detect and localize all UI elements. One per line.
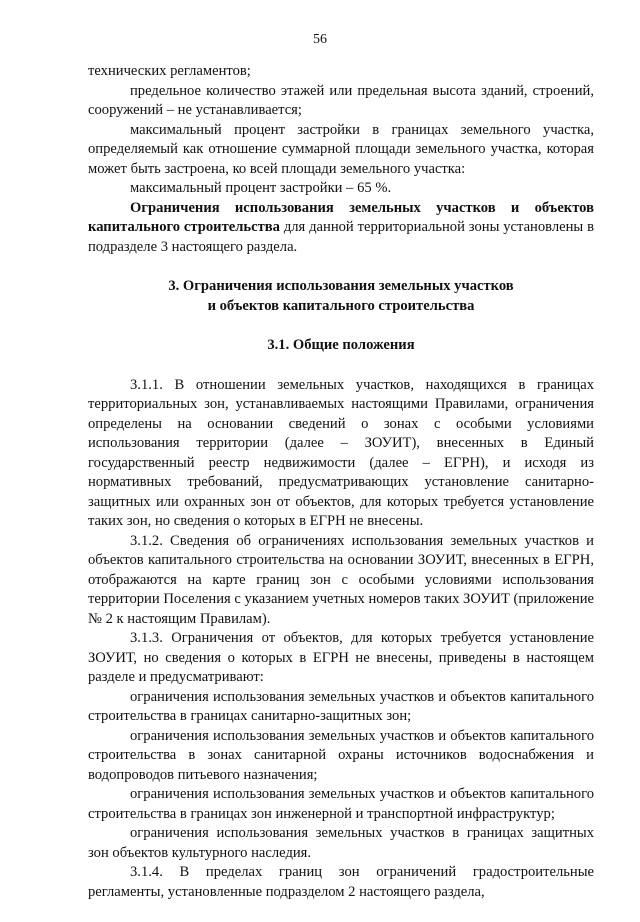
list-item: ограничения использования земельных участков и объектов капитального строительства в границах зон инженерной и транспортной инфраструктур;	[88, 786, 594, 822]
paragraph-restrictions-note	[88, 199, 594, 258]
list-item: ограничения использования земельных участков и объектов капитального строительства в зонах санитарной охраны источников водоснабжения и водопроводов питьевого назначения;	[88, 727, 594, 783]
paragraph-text: для данной территориальной зоны установлены в подразделе 3 настоящего раздела.	[88, 219, 594, 255]
paragraph: максимальный процент застройки в границах земельного участка, определяемый как отношение суммарной площади земельного участка, которая может быть застроена, ко всей площади земельного участка:	[88, 121, 594, 177]
paragraph: 3.1.2. Сведения об ограничениях использования земельных участков и объектов капитального строительства на основании ЗОУИТ, внесенных в ЕГРН, отображаются на карте границ зон с особыми условиями использования территории Поселения с указанием учетных номеров таких ЗОУИТ (приложение № 2 к настоящим Правилам).	[88, 532, 594, 627]
page-number: 56	[313, 32, 327, 47]
document-body	[88, 62, 594, 902]
paragraph: 3.1.3. Ограничения от объектов, для которых требуется установление ЗОУИТ, но сведения о которых в ЕГРН не внесены, приведены в настоящем разделе и предусматривают:	[88, 630, 594, 685]
subsection-heading: 3.1. Общие положения	[267, 337, 415, 353]
section-heading-line1: 3. Ограничения использования земельных участков	[168, 278, 514, 294]
paragraph: предельное количество этажей или предельная высота зданий, строений, сооружений – не устанавливается;	[88, 82, 594, 118]
bold-text: Ограничения использования земельных участков и объектов капитального строительства	[88, 199, 594, 235]
list-item: ограничения использования земельных участков и объектов капитального строительства в границах санитарно-защитных зон;	[88, 688, 594, 724]
paragraph: 3.1.4. В пределах границ зон ограничений градостроительные регламенты, установленные подразделом 2 настоящего раздела,	[88, 864, 594, 900]
paragraph: 3.1.1. В отношении земельных участков, находящихся в границах территориальных зон, устанавливаемых настоящими Правилами, ограничения определены на основании сведений о зонах с особыми условиями использования территории (далее – ЗОУИТ), внесенных в Единый государственный реестр недвижимости (далее – ЕГРН), и исходя из нормативных требований, предусматривающих установление санитарно-защитных или охранных зон от объектов, для которых требуется установление таких зон, но сведения о которых в ЕГРН не внесены.	[88, 376, 594, 529]
list-item: ограничения использования земельных участков в границах защитных зон объектов культурного наследия.	[88, 825, 594, 861]
paragraph: технических регламентов;	[88, 63, 251, 79]
paragraph: максимальный процент застройки – 65 %.	[130, 180, 392, 196]
section-heading-line2: и объектов капитального строительства	[207, 297, 475, 314]
